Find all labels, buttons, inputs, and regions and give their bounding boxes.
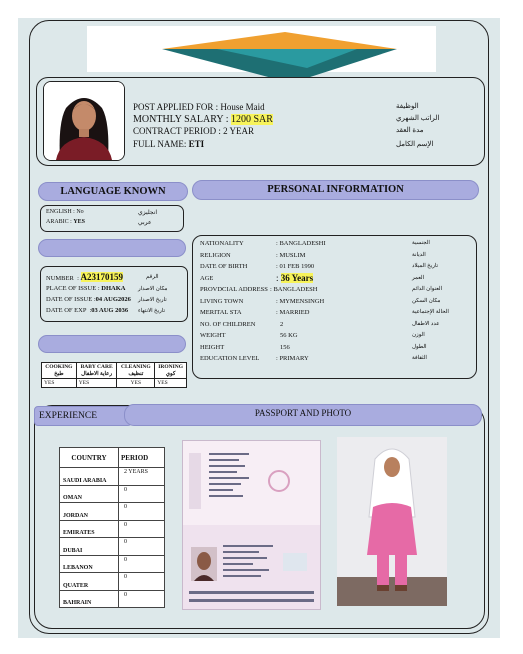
personal-label-10: EDUCATION LEVEL bbox=[200, 355, 260, 362]
salary-row: MONTHLY SALARY : 1200 SAR bbox=[133, 114, 273, 125]
personal-value-6: : MARRIED bbox=[276, 309, 310, 316]
skill-value-ironing: YES bbox=[155, 379, 187, 388]
personal-label-3: AGE bbox=[200, 274, 214, 282]
experience-period: 2 YEARS bbox=[119, 468, 165, 486]
salary-label: MONTHLY SALARY bbox=[133, 114, 224, 125]
contract-label: CONTRACT PERIOD bbox=[133, 126, 217, 136]
experience-country: JORDAN bbox=[60, 503, 119, 521]
experience-table bbox=[59, 447, 165, 608]
passport-place-row: PLACE OF ISSUE : DHAKA bbox=[46, 285, 126, 292]
passport-exp-ar: تاريخ الانتهاء bbox=[138, 308, 165, 314]
experience-country: BAHRAIN bbox=[60, 590, 119, 608]
personal-value-2: : 01 FEB 1990 bbox=[276, 263, 315, 270]
table-row bbox=[60, 468, 165, 486]
experience-heading bbox=[34, 406, 132, 426]
personal-label-ar-2: تاريخ الميلاد bbox=[412, 263, 439, 269]
salary-value: 1200 SAR bbox=[231, 114, 273, 125]
experience-header-country: COUNTRY bbox=[60, 448, 119, 468]
personal-label-ar-9: الطول bbox=[412, 343, 427, 350]
personal-value-9: 156 bbox=[280, 343, 290, 351]
personal-label-ar-1: الديانة bbox=[412, 251, 426, 258]
skill-value-babycare: YES bbox=[76, 379, 117, 388]
contract-label-ar: مدة العقد bbox=[396, 126, 424, 134]
table-row bbox=[60, 520, 165, 538]
personal-value-0: : BANGLADESHI bbox=[276, 240, 326, 247]
personal-value-1: : MUSLIM bbox=[276, 251, 306, 259]
experience-period: 0 bbox=[119, 590, 165, 608]
personal-label-1: RELIGION bbox=[200, 251, 231, 259]
post-label: POST APPLIED FOR bbox=[133, 102, 214, 112]
candidate-portrait bbox=[44, 82, 124, 160]
passport-number-row: NUMBER : A23170159 bbox=[46, 272, 123, 282]
skills-table bbox=[41, 362, 187, 388]
experience-country: QUATER bbox=[60, 573, 119, 591]
candidate-photo-frame bbox=[43, 81, 125, 161]
personal-title: PERSONAL INFORMATION bbox=[267, 184, 404, 195]
photos-title: PASSPORT AND PHOTO bbox=[254, 408, 352, 418]
experience-country: SAUDI ARABIA bbox=[60, 468, 119, 486]
contract-row: CONTRACT PERIOD : 2 YEAR bbox=[133, 126, 255, 136]
contract-value: 2 YEAR bbox=[223, 126, 255, 136]
post-label-ar: الوظيفة bbox=[396, 102, 419, 110]
fullname-label: FULL NAME: bbox=[133, 139, 187, 149]
personal-label-6: MERITAL STA bbox=[200, 309, 242, 316]
experience-period: 0 bbox=[119, 520, 165, 538]
language-title: LANGUAGE KNOWN bbox=[60, 186, 166, 197]
personal-label-ar-5: مكان السكن bbox=[412, 297, 441, 304]
language-heading bbox=[38, 182, 188, 201]
personal-heading bbox=[192, 180, 479, 200]
experience-country: DUBAI bbox=[60, 538, 119, 556]
language-row-arabic: ARABIC : YES bbox=[46, 219, 86, 225]
skill-header-ironing: IRONING كوي bbox=[155, 363, 187, 379]
experience-period: 0 bbox=[119, 485, 165, 503]
personal-value-5: : MYMENSINGH bbox=[276, 297, 325, 305]
experience-title: EXPERIENCE bbox=[39, 411, 98, 421]
post-value: House Maid bbox=[220, 102, 265, 112]
personal-label-2: DATE OF BIRTH bbox=[200, 263, 248, 270]
experience-country: LEBANON bbox=[60, 555, 119, 573]
salary-label-ar: الراتب الشهري bbox=[396, 114, 440, 122]
agency-logo bbox=[157, 22, 402, 82]
table-row bbox=[60, 573, 165, 591]
passport-scan bbox=[182, 440, 321, 610]
experience-period: 0 bbox=[119, 555, 165, 573]
photos-heading bbox=[124, 404, 482, 426]
personal-label-0: NATIONALITY bbox=[200, 240, 244, 247]
table-row bbox=[60, 555, 165, 573]
passport-heading-pill bbox=[38, 239, 186, 257]
table-row bbox=[60, 538, 165, 556]
passport-scan-image bbox=[183, 441, 320, 609]
table-row bbox=[60, 590, 165, 608]
personal-label-5: LIVING TOWN bbox=[200, 297, 244, 305]
full-body-photo bbox=[337, 437, 447, 606]
personal-label-ar-8: الوزن bbox=[412, 332, 425, 338]
personal-label-ar-7: عدد الاطفال bbox=[412, 320, 440, 327]
language-row-english: ENGLISH : No bbox=[46, 209, 84, 215]
passport-issue-ar: تاريخ الاصدار bbox=[138, 297, 167, 303]
personal-label-ar-6: الحالة الإجتماعية bbox=[412, 309, 449, 315]
skill-header-cleaning: CLEANING تنظيف bbox=[117, 363, 155, 379]
personal-label-4: PROVDCIAL ADDRESS bbox=[200, 286, 268, 293]
post-applied-row: POST APPLIED FOR : House Maid bbox=[133, 102, 265, 112]
passport-exp-row: DATE OF EXP :03 AUG 2036 bbox=[46, 307, 129, 314]
language-arabic-ar: عربي bbox=[138, 220, 152, 226]
personal-label-7: NO. OF CHILDREN bbox=[200, 320, 256, 328]
personal-label-9: HEIGHT bbox=[200, 343, 225, 351]
skills-heading-pill bbox=[38, 335, 186, 353]
passport-number: A23170159 bbox=[80, 272, 123, 282]
fullname-label-ar: الإسم الكامل bbox=[396, 140, 434, 148]
experience-header-period: PERIOD bbox=[119, 448, 165, 468]
passport-number-ar: الرقم bbox=[146, 274, 159, 280]
personal-label-ar-10: الثقافة bbox=[412, 355, 427, 361]
personal-value-4: : BANGLADESH bbox=[270, 286, 318, 293]
fullname-row bbox=[133, 139, 204, 149]
personal-value-3: : 36 Years bbox=[276, 272, 314, 283]
personal-label-ar-4: العنوان الدائم bbox=[412, 286, 443, 292]
personal-value-8: 56 KG bbox=[280, 332, 298, 339]
personal-label-ar-3: العمر bbox=[412, 274, 425, 281]
passport-issue-row: DATE OF ISSUE :04 AUG2026 bbox=[46, 296, 131, 303]
table-row bbox=[60, 485, 165, 503]
passport-place-ar: مكان الاصدار bbox=[138, 286, 168, 292]
skill-value-cleaning: YES bbox=[117, 379, 155, 388]
personal-label-8: WEIGHT bbox=[200, 332, 226, 339]
fullname-value: ETI bbox=[188, 139, 205, 149]
personal-value-7: 2 bbox=[280, 320, 284, 328]
full-body-image bbox=[337, 437, 447, 606]
experience-country: EMIRATES bbox=[60, 520, 119, 538]
skill-header-cooking: COOKING طبخ bbox=[42, 363, 77, 379]
skill-header-babycare: BABY CARE رعاية الاطفال bbox=[76, 363, 117, 379]
personal-value-10: : PRIMARY bbox=[276, 355, 309, 362]
personal-label-ar-0: الجنسية bbox=[412, 240, 430, 246]
language-english-ar: انجليزي bbox=[138, 210, 158, 216]
experience-period: 0 bbox=[119, 573, 165, 591]
experience-period: 0 bbox=[119, 538, 165, 556]
experience-period: 0 bbox=[119, 503, 165, 521]
skill-value-cooking: YES bbox=[42, 379, 77, 388]
experience-country: OMAN bbox=[60, 485, 119, 503]
table-row bbox=[60, 503, 165, 521]
